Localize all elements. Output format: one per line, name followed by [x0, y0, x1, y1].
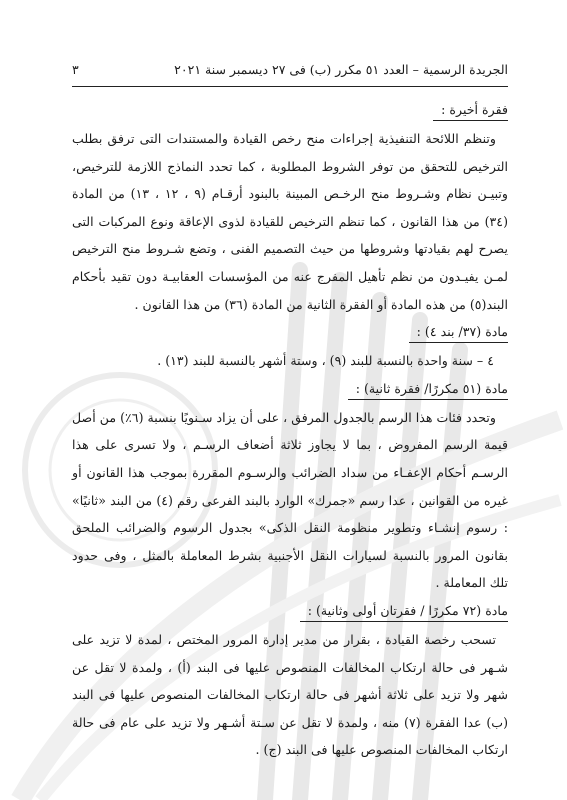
running-title: الجريدة الرسمية – العدد ٥١ مكرر (ب) فى ٢٧ ديسمبر سنة ٢٠٢١: [174, 62, 508, 77]
section-heading-article-72-bis: مادة (٧٢ مكررًا / فقرتان أولى وثانية) :: [300, 603, 508, 622]
header-divider: [72, 86, 508, 87]
section-heading-article-51-bis: مادة (٥١ مكررًا/ فقرة ثانية) :: [348, 381, 508, 400]
section-heading-article-37: مادة (٣٧/ بند ٤) :: [409, 324, 508, 343]
paragraph-license-regulations: وتنظم اللائحة التنفيذية إجراءات منح رخص القيادة والمستندات التى ترفق بطلب الترخيص للتحقق من توفر الشروط المطلوبة ، كما تحدد النماذج اللازمة للترخيص، وتبيـن نظام وشـروط منح الرخـص المبينة بالبنود أرقـام (٩ ، ١٢ ، ١٣) من المادة (٣٤) من هذا القانون ، كما تنظم الترخيص للقيادة لذوى الإعاقة ونوع المركبات التى يصرح لهم بقيادتها وشروطها من حيث التصميم الفنى ، وتضع شـروط منح الترخيص لمـن يفيـدون من نظم تأهيل المفرج عنه من المؤسسات العقابيـة دون تقيد بأحكام البند(٥) من هذه المادة أو الفقرة الثانية من المادة (٣٦) من هذا القانون .: [72, 131, 509, 312]
page-number: ٣: [72, 62, 79, 77]
paragraph-license-withdrawal: تسحب رخصة القيادة ، بقرار من مدير إدارة المرور المختص ، لمدة لا تزيد على شـهر فى حالة ارتكاب المخالفات المنصوص عليها فى البند (أ) ، ولمدة لا تقل عن شهر ولا تزيد على ثلاثة أشهر فى حالة ارتكاب المخالفات المنصوص عليها فى البند (ب) عدا الفقرة (٧) منه ، ولمدة لا تقل عن سـتة أشـهر ولا تزيد على عام فى حالة ارتكاب المخالفات المنصوص عليها فى البند (ج) .: [72, 631, 509, 758]
document-body: [72, 96, 508, 764]
article-37-item-4: ٤ – سنة واحدة بالنسبة للبند (٩) ، وستة أشهر بالنسبة للبند (١٣) .: [157, 353, 494, 369]
paragraph-fee-categories: وتحدد فئات هذا الرسم بالجدول المرفق ، على أن يزاد سـنويًا بنسبة (٦٪) من أصل قيمة الرسم المفروض ، بما لا يجاوز ثلاثة أضعاف الرسـم ، ولا تسرى على هذا الرسـم أحكام الإعفـاء من سداد الضرائب والرسـوم المقررة بموجب هذا القانون أو غيره من القوانين ، عدا رسم «جمرك» الوارد بالبند الفرعى رقم (٤) من البند «ثانيًا» : رسوم إنشـاء وتطوير منظومة النقل الذكى» بجدول الرسوم والضرائب الملحق بقانون المرور بالنسبة لسيارات النقل الأجنبية بشرط المعاملة بالمثل ، وفى حدود تلك المعاملة .: [72, 409, 508, 591]
page-header: [72, 62, 508, 77]
section-heading-last-paragraph: فقرة أخيرة :: [433, 102, 508, 121]
